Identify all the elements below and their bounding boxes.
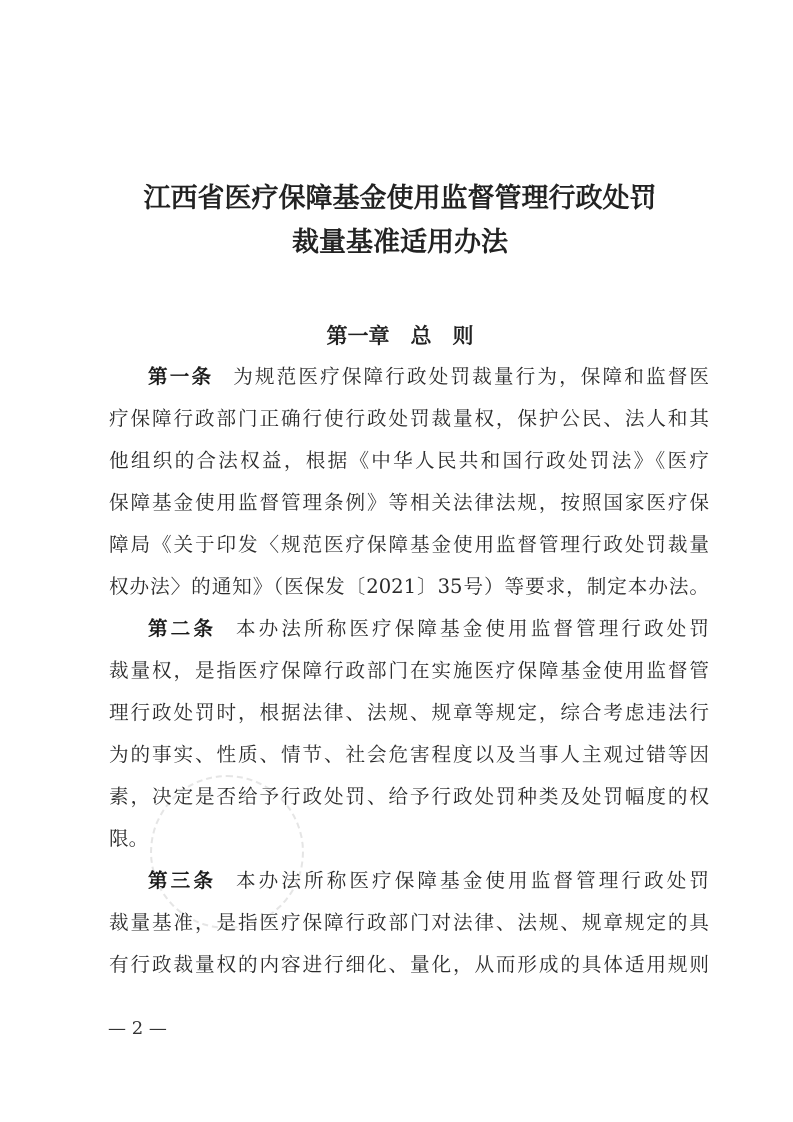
- chapter-heading: 第一章 总 则: [326, 324, 474, 348]
- page-number: — 2 —: [108, 1018, 167, 1039]
- article-text: 本办法所称医疗保障基金使用监督管理行政处罚: [236, 869, 710, 892]
- article-2-line-5: 素，决定是否给予行政处罚、给予行政处罚种类及处罚幅度的权: [109, 785, 709, 808]
- document-title-line-2: 裁量基准适用办法: [292, 227, 508, 258]
- article-text: 为规范医疗保障行政处罚裁量行为，保障和监督医: [233, 365, 710, 388]
- document-title-line-1: 江西省医疗保障基金使用监督管理行政处罚: [143, 183, 657, 214]
- article-1-line-3: 他组织的合法权益，根据《中华人民共和国行政处罚法》《医疗: [109, 449, 709, 472]
- article-3-line-1: [148, 866, 709, 896]
- article-1-line-4: 保障基金使用监督管理条例》等相关法律法规，按照国家医疗保: [109, 491, 709, 514]
- article-1-line-5: 障局《关于印发〈规范医疗保障基金使用监督管理行政处罚裁量: [109, 533, 709, 556]
- article-text: 本办法所称医疗保障基金使用监督管理行政处罚: [236, 617, 710, 640]
- article-2-line-6: 限。: [109, 827, 149, 850]
- article-1-line-6: 权办法〉的通知》（医保发〔2021〕35号）等要求，制定本办法。: [109, 575, 709, 598]
- article-1-line-2: 疗保障行政部门正确行使行政处罚裁量权，保护公民、法人和其: [109, 407, 709, 430]
- article-label: 第三条: [148, 869, 217, 892]
- article-3-line-2: 裁量基准，是指医疗保障行政部门对法律、法规、规章规定的具: [109, 911, 709, 934]
- article-2-line-2: 裁量权，是指医疗保障行政部门在实施医疗保障基金使用监督管: [109, 659, 709, 682]
- article-3-line-3: 有行政裁量权的内容进行细化、量化，从而形成的具体适用规则: [109, 953, 709, 976]
- article-2-line-3: 理行政处罚时，根据法律、法规、规章等规定，综合考虑违法行: [109, 701, 709, 724]
- article-label: 第二条: [148, 617, 217, 640]
- article-2-line-1: [148, 614, 709, 644]
- article-2-line-4: 为的事实、性质、情节、社会危害程度以及当事人主观过错等因: [109, 743, 709, 766]
- article-1-line-1: [148, 362, 709, 392]
- article-label: 第一条: [148, 365, 214, 388]
